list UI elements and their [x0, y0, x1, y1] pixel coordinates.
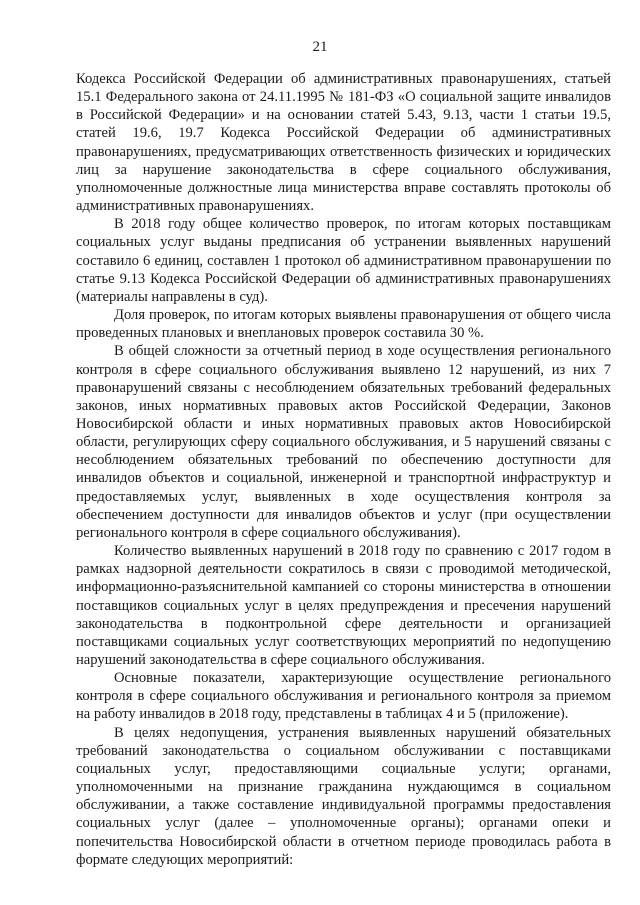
paragraph-prevention-measures: В целях недопущения, устранения выявленных нарушений обязательных требований законодательства о социальном обслуживании с поставщиками социальных услуг, предоставляющими социальные услуги; органами, уполномоченными на признание гражданина нуждающимся в социальном обслуживании, а также составление индивидуальной программы предоставления социальных услуг (далее – уполномоченные органы); органами опеки и попечительства Новосибирской области в отчетном периоде проводилась работа в формате следующих мероприятий: [76, 724, 611, 868]
paragraph-continuation: Кодекса Российской Федерации об административных правонарушениях, статьей 15.1 Федерального закона от 24.11.1995 № 181-ФЗ «О социальной защите инвалидов в Российской Федерации» и на основании статей 5.43, 9.13, части 1 статьи 19.5, статей 19.6, 19.7 Кодекса Российской Федерации об административных правонарушениях, предусматривающих ответственность физических и юридических лиц за нарушение законодательства в сфере социального обслуживания, уполномоченные должностные лица министерства вправе составлять протоколы об административных правонарушениях. [76, 71, 611, 215]
paragraph-inspections-2018: В 2018 году общее количество проверок, по итогам которых поставщикам социальных услуг выданы предписания об устранении выявленных нарушений составило 6 единиц, составлен 1 протокол об административном правонарушении по статье 9.13 Кодекса Российской Федерации об административных правонарушениях (материалы направлены в суд). [76, 216, 611, 305]
paragraph-key-indicators: Основные показатели, характеризующие осуществление регионального контроля в сфере социального обслуживания и регионального контроля за приемом на работу инвалидов в 2018 году, представлены в таблицах 4 и 5 (приложение). [76, 670, 611, 723]
paragraph-total-violations: В общей сложности за отчетный период в ходе осуществления регионального контроля в сфере социального обслуживания выявлено 12 нарушений, из них 7 правонарушений связаны с несоблюдением обязательных требований федеральных законов, иных нормативных правовых актов Российской Федерации, Законов Новосибирской области и иных нормативных правовых актов Новосибирской области, регулирующих сферу социального обслуживания, и 5 нарушений связаны с несоблюдением обязательных требований по обеспечению доступности для инвалидов объектов и социальной, инженерной и транспортной инфраструктур и предоставляемых услуг, выявленных в ходе осуществления контроля за обеспечением доступности для инвалидов объектов и услуг (при осуществлении регионального контроля в сфере социального обслуживания). [76, 343, 611, 541]
page-number: 21 [312, 39, 328, 55]
document-body [76, 70, 611, 869]
paragraph-violations-comparison: Количество выявленных нарушений в 2018 году по сравнению с 2017 годом в рамках надзорной деятельности сократилось в связи с проводимой методической, информационно-разъяснительной кампанией со стороны министерства в отношении поставщиков социальных услуг в целях предупреждения и пресечения нарушений законодательства в подконтрольной сфере деятельности и организацией поставщиками социальных услуг соответствующих мероприятий по недопущению нарушений законодательства в сфере социального обслуживания. [76, 543, 611, 668]
paragraph-violations-share: Доля проверок, по итогам которых выявлены правонарушения от общего числа проведенных плановых и внеплановых проверок составила 30 %. [76, 307, 611, 342]
